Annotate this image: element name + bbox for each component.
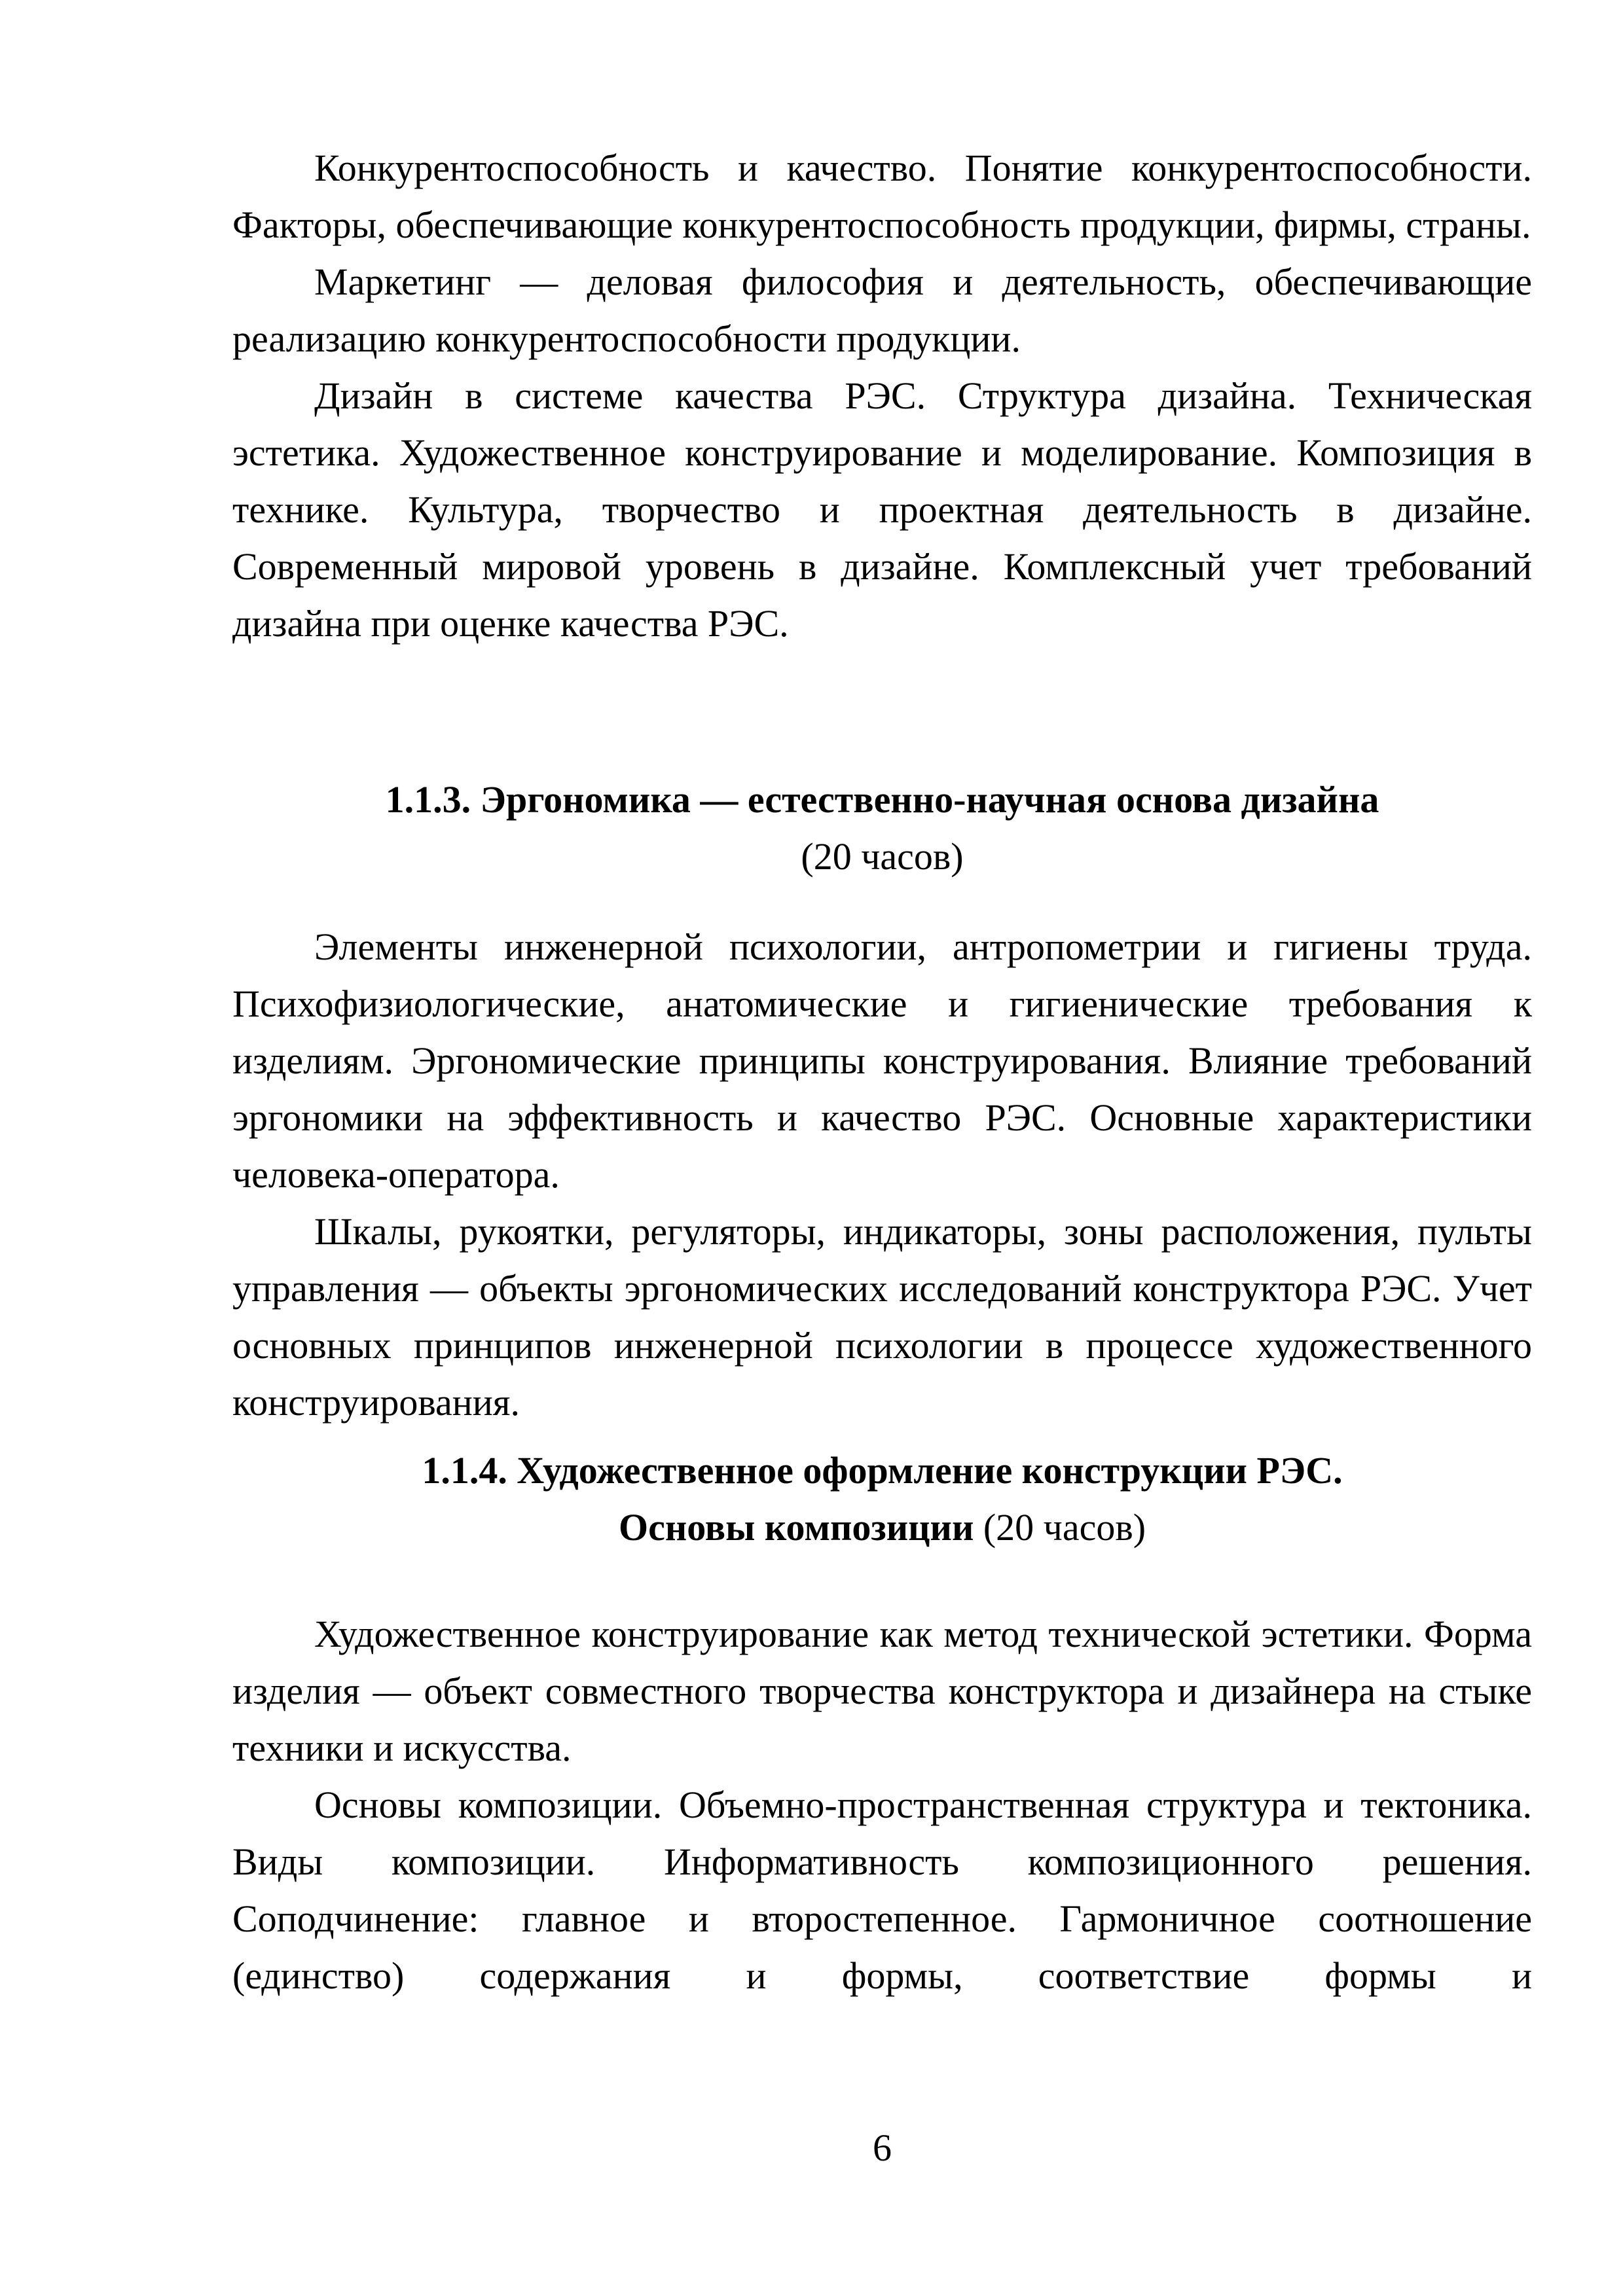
section-1-1-4-subtitle-bold: Основы композиции bbox=[618, 1506, 974, 1549]
section-1-1-4-hours: (20 часов) bbox=[983, 1506, 1146, 1549]
paragraph-competitiveness: Конкурентоспособность и качество. Понятие конкурентоспособности. Факторы, обеспечивающие конкурентоспособность продукции, фирмы, страны. bbox=[232, 147, 1532, 246]
text-block bbox=[232, 139, 1532, 2004]
section-heading-1-1-3: 1.1.3. Эргономика — естественно-научная основа дизайна bbox=[385, 778, 1379, 821]
section-heading-1-1-4: 1.1.4. Художественное оформление конструкции РЭС. bbox=[422, 1449, 1343, 1492]
paragraph-scales-handles: Шкалы, рукоятки, регуляторы, индикаторы, зоны расположения, пульты управления — объекты эргономических исследований конструктора РЭС. Учет основных принципов инженерной психологии в процессе художественного конструирования. bbox=[232, 1210, 1532, 1424]
section-1-1-4-subtitle bbox=[232, 1499, 1532, 1556]
paragraph-marketing: Маркетинг — деловая философия и деятельность, обеспечивающие реализацию конкурентоспособности продукции. bbox=[232, 260, 1532, 360]
section-1-1-3-hours: (20 часов) bbox=[801, 835, 964, 878]
page-number: 6 bbox=[873, 2126, 892, 2169]
paragraph-design-quality: Дизайн в системе качества РЭС. Структура дизайна. Техническая эстетика. Художественное конструирование и моделирование. Композиция в технике. Культура, творчество и проектная деятельность в дизайне. Современный мировой уровень в дизайне. Комплексный учет требований дизайна при оценке качества РЭС. bbox=[232, 374, 1532, 645]
paragraph-artistic-design-method: Художественное конструирование как метод технической эстетики. Форма изделия — объект совместного творчества конструктора и дизайнера на стыке техники и искусства. bbox=[232, 1613, 1532, 1769]
paragraph-ergonomics-elements: Элементы инженерной психологии, антропометрии и гигиены труда. Психофизиологические, анатомические и гигиенические требования к изделиям. Эргономические принципы конструирования. Влияние требований эргономики на эффективность и качество РЭС. Основные характеристики человека-оператора. bbox=[232, 925, 1532, 1196]
paragraph-composition-basics: Основы композиции. Объемно-пространственная структура и тектоника. Виды композиции. Информативность композиционного решения. Соподчинение: главное и второстепенное. Гармоничное соотношение (единство) содержания и формы, соответствие формы и bbox=[232, 1784, 1532, 1997]
